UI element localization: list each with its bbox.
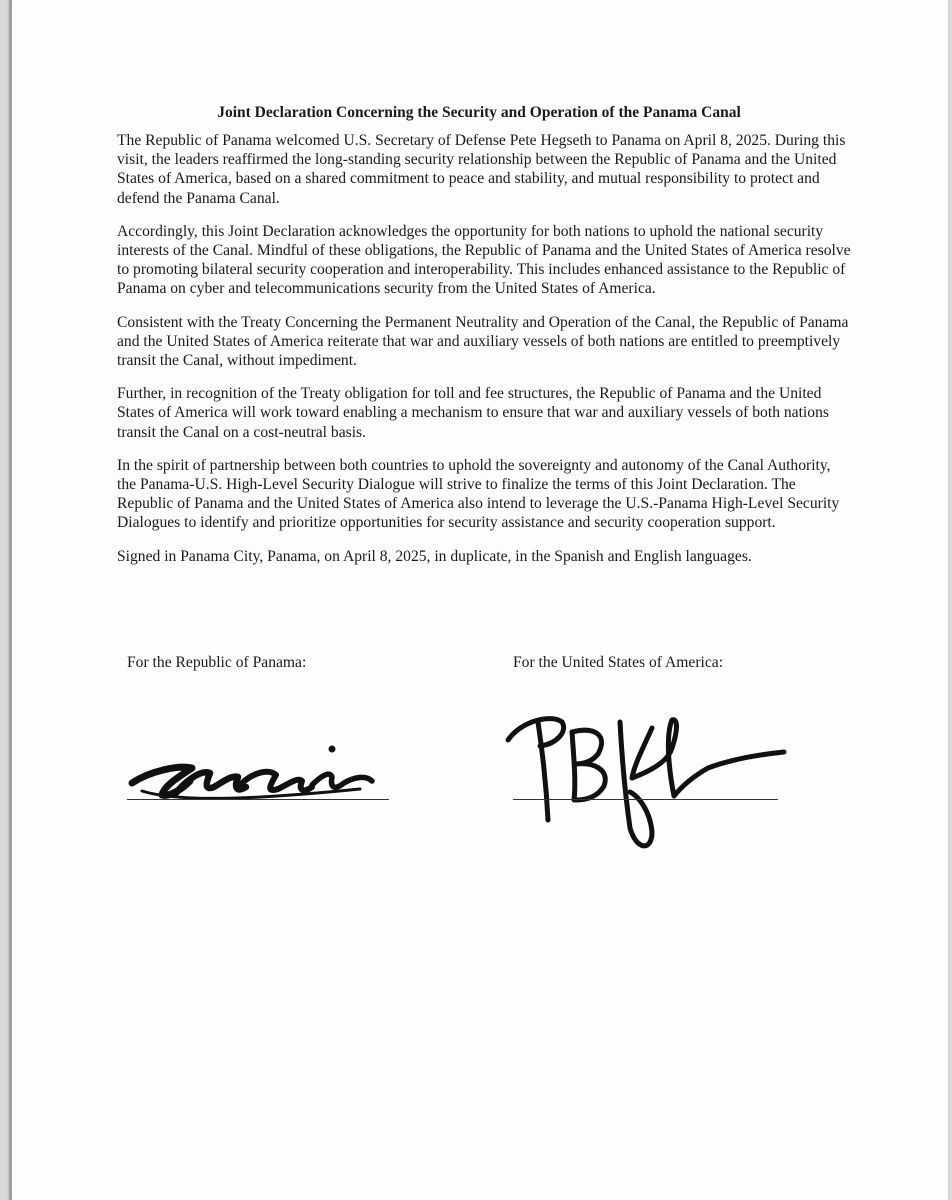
signature-usa — [502, 700, 802, 860]
signature-label-usa: For the United States of America: — [513, 654, 724, 671]
signature-line-panama — [127, 799, 389, 800]
paragraph-2: Accordingly, this Joint Declaration acknowledges the opportunity for both nations to uphold the national security interests of the Canal. Mindful of these obligations, the Republic of Panama and the United States of America resolve to promoting bilateral security cooperation and interoperability. This includes enhanced assistance to the Republic of Panama on cyber and telecommunications security from the United States of America. — [117, 222, 851, 298]
document-page — [10, 0, 948, 1200]
document-title: Joint Declaration Concerning the Security and Operation of the Panama Canal — [217, 104, 741, 121]
paragraph-6-signed-in: Signed in Panama City, Panama, on April 8, 2025, in duplicate, in the Spanish and English languages. — [117, 547, 752, 565]
paragraph-5: In the spirit of partnership between both countries to uphold the sovereignty and autonomy of the Canal Authority, the Panama-U.S. High-Level Security Dialogue will strive to finalize the terms of this Joint Declaration. The Republic of Panama and the United States of America also intend to leverage the U.S.-Panama High-Level Security Dialogues to identify and prioritize opportunities for security assistance and security cooperation support. — [117, 456, 840, 532]
document-body — [117, 131, 853, 580]
paragraph-4: Further, in recognition of the Treaty obligation for toll and fee structures, the Republic of Panama and the United States of America will work toward enabling a mechanism to ensure that war and auxiliary vessels of both nations transit the Canal on a cost-neutral basis. — [117, 385, 829, 441]
signature-label-panama: For the Republic of Panama: — [127, 654, 307, 671]
paragraph-3: Consistent with the Treaty Concerning the Permanent Neutrality and Operation of the Canal, the Republic of Panama and the United States of America reiterate that war and auxiliary vessels of both nations are entitled to preemptively transit the Canal, without impediment. — [117, 313, 849, 370]
signature-line-usa — [513, 799, 778, 800]
paragraph-1: The Republic of Panama welcomed U.S. Secretary of Defense Pete Hegseth to Panama on April 8, 2025. During this visit, the leaders reaffirmed the long-standing security relationship between the Republic of Panama and the United States of America, based on a shared commitment to peace and stability, and mutual responsibility to protect and defend the Panama Canal. — [117, 132, 846, 207]
